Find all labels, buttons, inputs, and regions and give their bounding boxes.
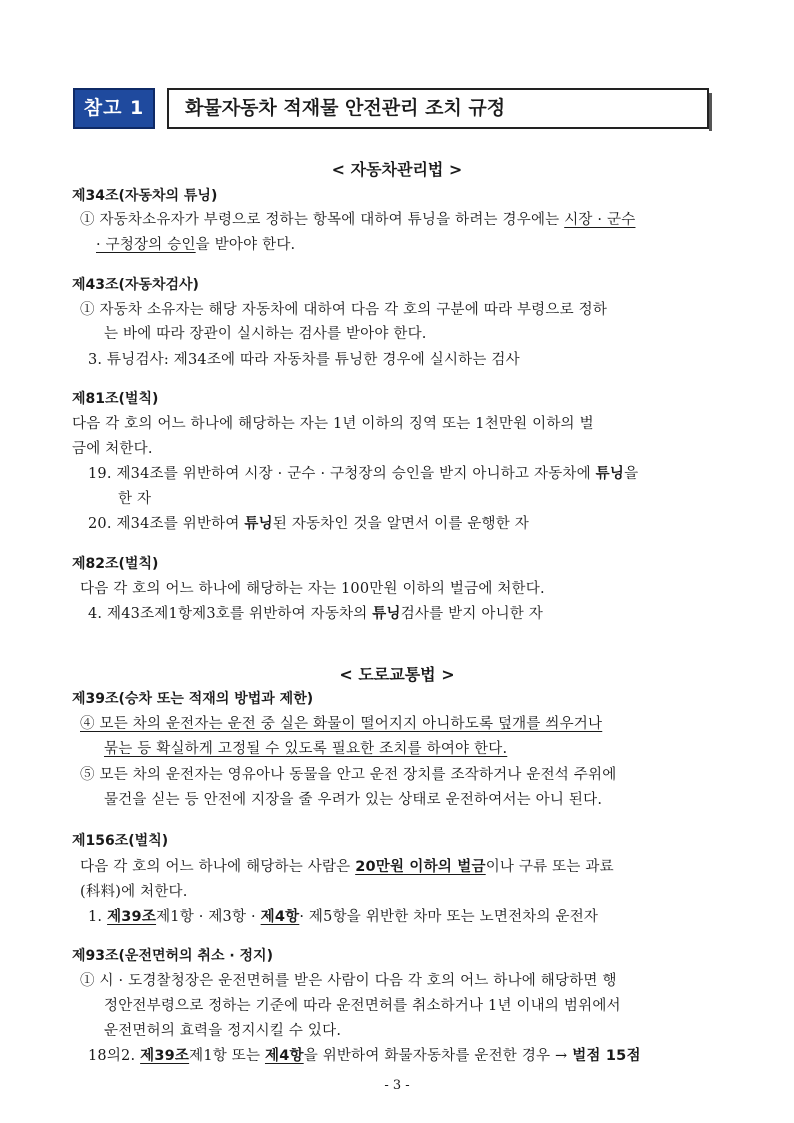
article-34-para-1-cont: · 구청장의 승인을 받아야 한다.: [96, 237, 296, 253]
article-93-para-1: ① 시 · 도경찰청장은 운전면허를 받은 사람이 다음 각 호의 어느 하나에 해당하면 행: [80, 973, 617, 989]
article-43-para-1-cont: 는 바에 따라 장관이 실시하는 검사를 받아야 한다.: [104, 326, 427, 342]
article-156-item-1: 1. 제39조제1항 · 제3항 · 제4항· 제5항을 위반한 차마 또는 노면전차의 운전자: [88, 909, 599, 925]
article-81-title: 제81조(벌칙): [72, 391, 159, 407]
article-82-para: 다음 각 호의 어느 하나에 해당하는 자는 100만원 이하의 벌금에 처한다.: [80, 581, 545, 597]
section-heading-road-traffic-act: < 도로교통법 >: [339, 665, 455, 684]
article-156-para-cont: (科料)에 처한다.: [80, 884, 188, 900]
article-43-title: 제43조(자동차검사): [72, 277, 199, 293]
article-93-title: 제93조(운전면허의 취소 · 정지): [72, 948, 273, 964]
article-156-para: 다음 각 호의 어느 하나에 해당하는 사람은 20만원 이하의 벌금이나 구류 또는 과료: [80, 859, 614, 875]
article-43-item-3: 3. 튜닝검사: 제34조에 따라 자동차를 튜닝한 경우에 실시하는 검사: [88, 352, 520, 368]
article-81-para-cont: 금에 처한다.: [72, 441, 153, 457]
article-39-para-4-cont: 묶는 등 확실하게 고정될 수 있도록 필요한 조치를 하여야 한다.: [104, 741, 508, 757]
article-39-para-5-cont: 물건을 싣는 등 안전에 지장을 줄 우려가 있는 상태로 운전하여서는 아니 된다.: [104, 792, 603, 808]
article-43-para-1: ① 자동차 소유자는 해당 자동차에 대하여 다음 각 호의 구분에 따라 부령으로 정하: [80, 302, 608, 318]
reference-badge: 참고 1: [73, 88, 155, 129]
page-number: - 3 -: [384, 1078, 410, 1093]
document-header: [73, 88, 709, 129]
document-title: 화물자동차 적재물 안전관리 조치 규정: [167, 88, 709, 129]
article-93-item-18-2: 18의2. 제39조제1항 또는 제4항을 위반하여 화물자동차를 운전한 경우 → 벌점 15점: [88, 1048, 641, 1064]
article-81-item-20: 20. 제34조를 위반하여 튜닝된 자동차인 것을 알면서 이를 운행한 자: [88, 516, 529, 532]
article-93-para-1-cont1: 정안전부령으로 정하는 기준에 따라 운전면허를 취소하거나 1년 이내의 범위에서: [104, 998, 621, 1014]
article-81-item-19-cont: 한 자: [118, 491, 152, 507]
article-82-title: 제82조(벌칙): [72, 556, 159, 572]
article-93-para-1-cont2: 운전면허의 효력을 정지시킬 수 있다.: [104, 1023, 342, 1039]
section-heading-vehicle-act: < 자동차관리법 >: [331, 160, 463, 179]
article-39-para-5: ⑤ 모든 차의 운전자는 영유아나 동물을 안고 운전 장치를 조작하거나 운전석 주위에: [80, 767, 617, 783]
article-39-title: 제39조(승차 또는 적재의 방법과 제한): [72, 691, 314, 707]
article-81-para: 다음 각 호의 어느 하나에 해당하는 자는 1년 이하의 징역 또는 1천만원 이하의 벌: [72, 416, 594, 432]
article-81-item-19: 19. 제34조를 위반하여 시장 · 군수 · 구청장의 승인을 받지 아니하고 자동차에 튜닝을: [88, 466, 639, 482]
article-34-para-1: ① 자동차소유자가 부령으로 정하는 항목에 대하여 튜닝을 하려는 경우에는 시장 · 군수: [80, 212, 636, 228]
article-34-title: 제34조(자동차의 튜닝): [72, 188, 218, 204]
article-82-item-4: 4. 제43조제1항제3호를 위반하여 자동차의 튜닝검사를 받지 아니한 자: [88, 606, 543, 622]
article-156-title: 제156조(벌칙): [72, 833, 169, 849]
article-39-para-4: ④ 모든 차의 운전자는 운전 중 실은 화물이 떨어지지 아니하도록 덮개를 씌우거나: [80, 716, 603, 732]
